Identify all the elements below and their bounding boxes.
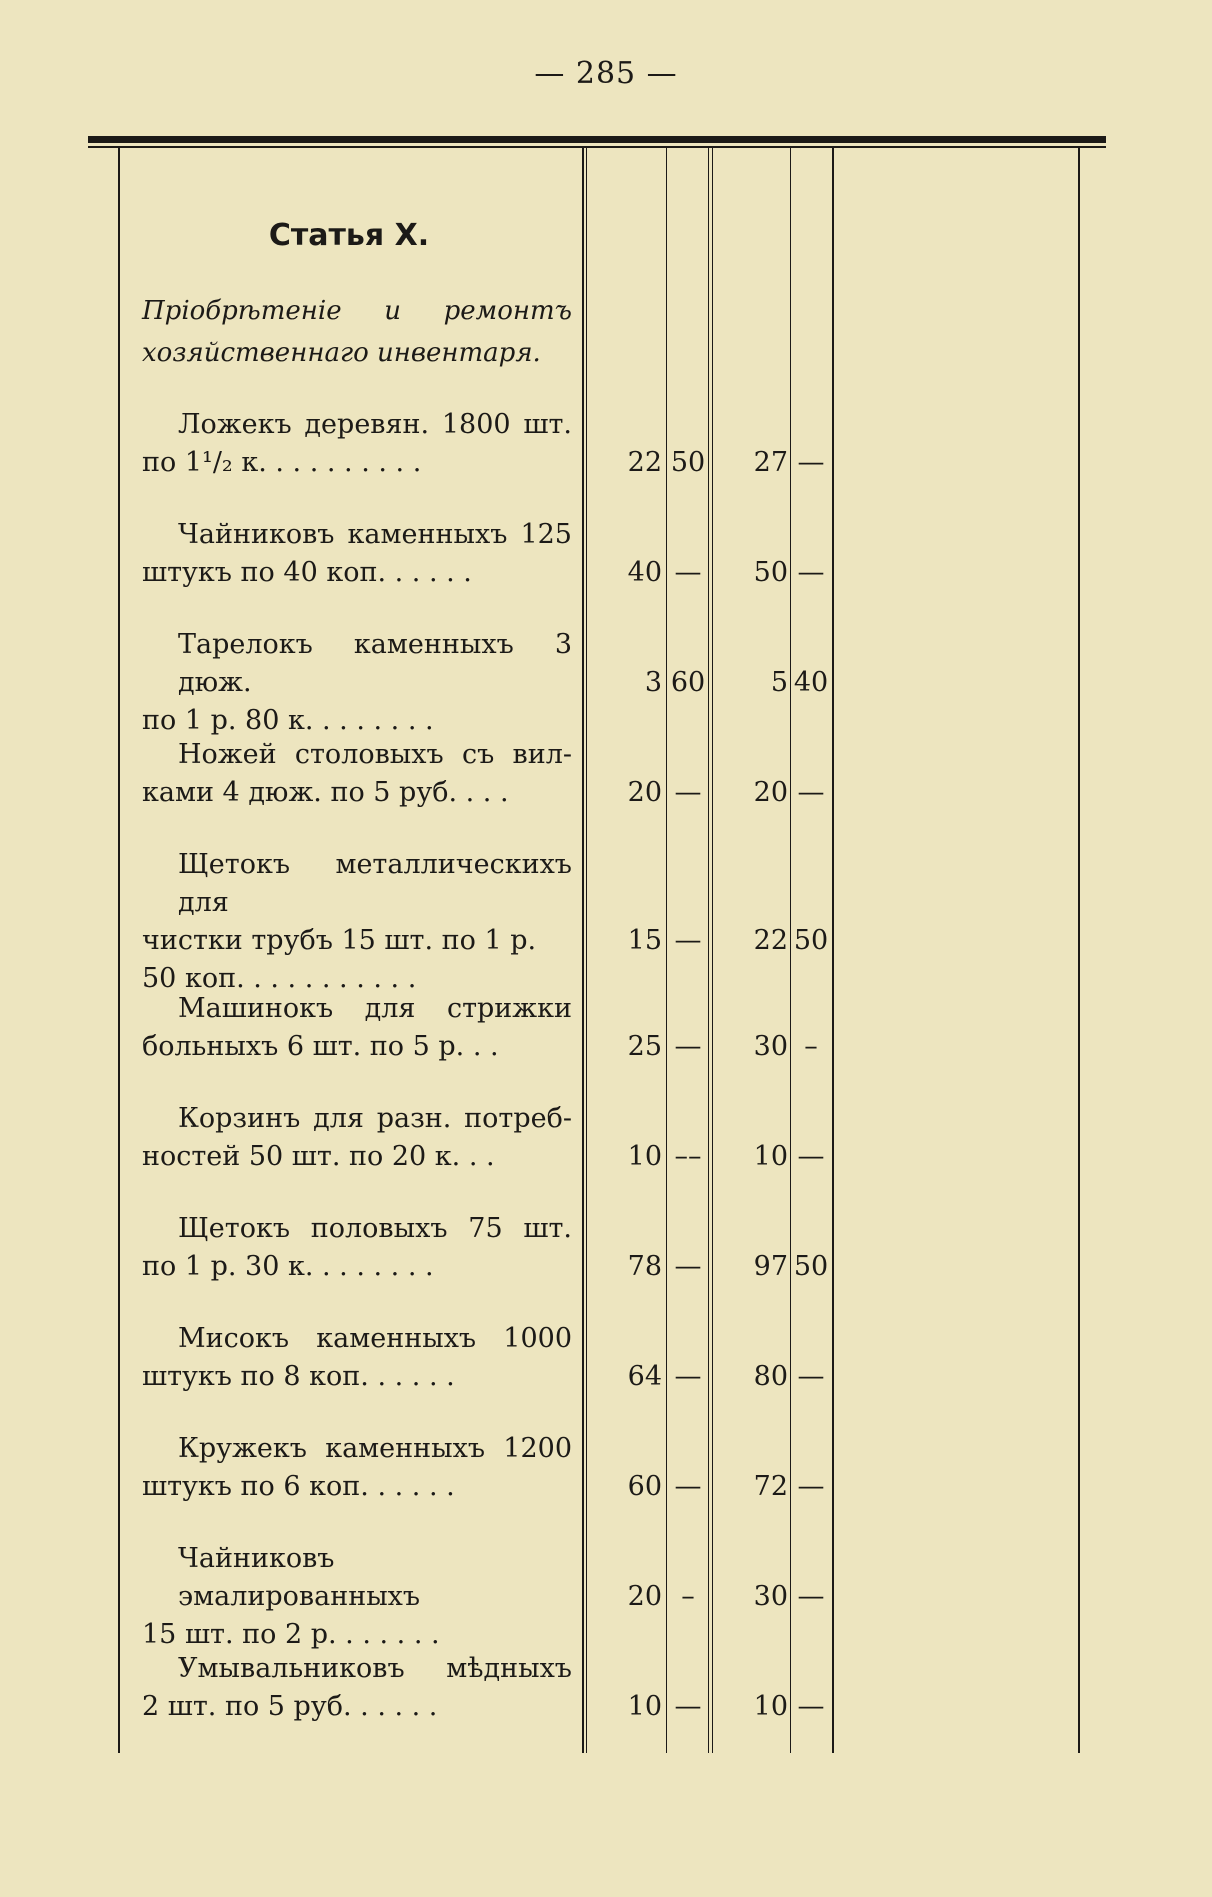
row-description: Мисокъ каменныхъ 1000: [178, 1323, 572, 1354]
column-divider-a-kop: [708, 148, 709, 1753]
ledger-row: [142, 1650, 572, 1726]
table-border-left: [118, 148, 120, 1753]
row-description: Ложекъ деревян. 1800 шт.: [178, 409, 572, 440]
amount-b-kopecks: —: [797, 557, 825, 588]
amount-b-kopecks: 40: [793, 667, 829, 698]
amount-a-rubles: 60: [627, 1471, 662, 1502]
row-description: Машинокъ для стрижки: [178, 993, 572, 1024]
amount-b-rubles: 5: [770, 667, 788, 698]
amount-b-rubles: 30: [753, 1581, 788, 1612]
header-rule-thick: [88, 136, 1106, 143]
amount-a-kopecks: —: [674, 1471, 702, 1502]
amount-a-kopecks: 50: [670, 447, 706, 478]
amount-b-kopecks: —: [797, 1141, 825, 1172]
column-divider-b-rub: [790, 148, 791, 1753]
amount-a-rubles: 3: [644, 667, 662, 698]
row-description-cont: ностей 50 шт. по 20 к. . .: [142, 1141, 495, 1172]
amount-a-rubles: 22: [627, 447, 662, 478]
ledger-row: [142, 626, 572, 740]
amount-a-kopecks: —: [674, 557, 702, 588]
ledger-row: [142, 406, 572, 482]
amount-b-kopecks: 50: [793, 925, 829, 956]
column-divider-desc-double: [586, 148, 587, 1753]
ledger-row: [142, 1430, 572, 1506]
row-description-cont: по 1¹/₂ к. . . . . . . . . .: [142, 447, 422, 478]
amount-a-kopecks: 60: [670, 667, 706, 698]
row-description: Корзинъ для разн. потреб-: [178, 1103, 572, 1134]
amount-b-kopecks: –: [804, 1031, 818, 1062]
amount-a-rubles: 10: [627, 1691, 662, 1722]
amount-b-kopecks: 50: [793, 1251, 829, 1282]
ledger-row: [142, 516, 572, 592]
amount-b-rubles: 20: [753, 777, 788, 808]
row-description: Ножей столовыхъ съ вил-: [178, 739, 572, 770]
amount-a-kopecks: —: [674, 777, 702, 808]
amount-b-kopecks: —: [797, 1581, 825, 1612]
amount-a-rubles: 64: [627, 1361, 662, 1392]
amount-b-rubles: 10: [753, 1141, 788, 1172]
amount-a-rubles: 40: [627, 557, 662, 588]
amount-b-rubles: 22: [753, 925, 788, 956]
row-description-cont: штукъ по 8 коп. . . . . .: [142, 1361, 455, 1392]
column-divider-a-rub: [666, 148, 667, 1753]
column-divider-b-kop: [832, 148, 834, 1753]
row-description-cont: 15 шт. по 2 р. . . . . . .: [142, 1619, 440, 1650]
row-description-cont: по 1 р. 80 к. . . . . . . .: [142, 705, 434, 736]
amount-a-kopecks: ––: [674, 1141, 702, 1172]
amount-b-kopecks: —: [797, 1361, 825, 1392]
ledger-row: [142, 846, 572, 998]
row-description-cont: 2 шт. по 5 руб. . . . . .: [142, 1691, 438, 1722]
amount-a-rubles: 20: [627, 777, 662, 808]
amount-b-kopecks: —: [797, 1691, 825, 1722]
row-description-cont: больныхъ 6 шт. по 5 р. . .: [142, 1031, 499, 1062]
row-description: Умывальниковъ мѣдныхъ: [178, 1653, 572, 1684]
amount-b-rubles: 97: [753, 1251, 788, 1282]
amount-a-rubles: 25: [627, 1031, 662, 1062]
amount-b-rubles: 80: [753, 1361, 788, 1392]
amount-a-rubles: 78: [627, 1251, 662, 1282]
section-subtitle: Пріобрѣтеніе и ремонтъ хозяйственнаго инвентаря.: [142, 296, 572, 368]
row-description: Щетокъ металлическихъ для: [178, 849, 572, 918]
amount-b-rubles: 72: [753, 1471, 788, 1502]
amount-b-rubles: 50: [753, 557, 788, 588]
amount-b-rubles: 10: [753, 1691, 788, 1722]
amount-a-kopecks: —: [674, 1031, 702, 1062]
amount-a-kopecks: —: [674, 1361, 702, 1392]
row-description-cont: ками 4 дюж. по 5 руб. . . .: [142, 777, 509, 808]
ledger-row: [142, 1100, 572, 1176]
amount-a-kopecks: –: [681, 1581, 695, 1612]
amount-b-rubles: 27: [753, 447, 788, 478]
amount-b-kopecks: —: [797, 1471, 825, 1502]
page-number: — 285 —: [534, 56, 678, 91]
row-description-cont: штукъ по 6 коп. . . . . .: [142, 1471, 455, 1502]
amount-a-kopecks: —: [674, 925, 702, 956]
column-divider-desc: [582, 148, 584, 1753]
row-description: Чайниковъ каменныхъ 125: [178, 519, 572, 550]
amount-b-kopecks: —: [797, 777, 825, 808]
ledger-row: [142, 1540, 572, 1654]
row-description-cont: по 1 р. 30 к. . . . . . . .: [142, 1251, 434, 1282]
row-description: Щетокъ половыхъ 75 шт.: [178, 1213, 572, 1244]
amount-a-rubles: 10: [627, 1141, 662, 1172]
section-title: Статья X.: [268, 218, 430, 253]
amount-a-kopecks: —: [674, 1251, 702, 1282]
row-description-cont: чистки трубъ 15 шт. по 1 р.: [142, 925, 537, 956]
ledger-row: [142, 1320, 572, 1396]
row-description-cont: 50 коп. . . . . . . . . . .: [142, 963, 417, 994]
amount-b-kopecks: —: [797, 447, 825, 478]
row-description: Тарелокъ каменныхъ 3 дюж.: [178, 629, 572, 698]
ledger-row: [142, 1210, 572, 1286]
row-description-cont: штукъ по 40 коп. . . . . .: [142, 557, 472, 588]
row-description: Кружекъ каменныхъ 1200: [178, 1433, 572, 1464]
ledger-row: [142, 990, 572, 1066]
row-description: Чайниковъ эмалированныхъ: [178, 1543, 421, 1612]
amount-a-rubles: 20: [627, 1581, 662, 1612]
amount-a-rubles: 15: [627, 925, 662, 956]
amount-a-kopecks: —: [674, 1691, 702, 1722]
table-border-right: [1078, 148, 1080, 1753]
ledger-row: [142, 736, 572, 812]
amount-b-rubles: 30: [753, 1031, 788, 1062]
